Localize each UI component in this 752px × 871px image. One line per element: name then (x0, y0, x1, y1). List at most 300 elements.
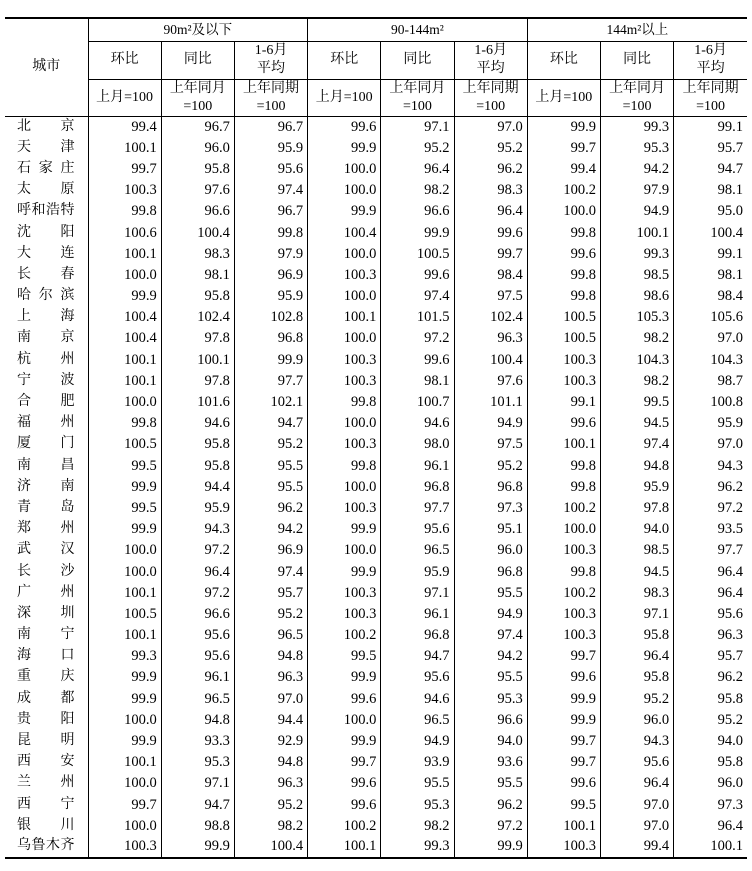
index-value-cell: 94.9 (600, 201, 673, 222)
index-value-cell: 96.4 (674, 582, 747, 603)
index-value-cell: 96.2 (454, 158, 527, 179)
index-value-cell: 95.8 (674, 688, 747, 709)
index-value-cell: 94.7 (381, 646, 454, 667)
index-value-cell: 101.6 (161, 391, 234, 412)
index-value-cell: 97.9 (234, 243, 307, 264)
table-row (5, 709, 747, 730)
index-value-cell: 100.4 (308, 222, 381, 243)
group-header-medium: 90-144m² (308, 18, 528, 41)
index-value-cell: 99.3 (88, 646, 161, 667)
index-value-cell: 96.4 (454, 201, 527, 222)
index-value-cell: 99.1 (527, 391, 600, 412)
index-value-cell: 94.5 (600, 561, 673, 582)
index-value-cell: 97.4 (381, 286, 454, 307)
city-name-cell: 南昌 (17, 457, 75, 473)
index-value-cell: 95.2 (600, 688, 673, 709)
index-value-cell: 97.1 (600, 603, 673, 624)
index-value-cell: 100.4 (234, 836, 307, 857)
base-same-month-last-year: 上年同月 =100 (600, 79, 673, 116)
index-value-cell: 97.0 (234, 688, 307, 709)
index-value-cell: 94.2 (600, 158, 673, 179)
index-value-cell: 95.6 (234, 158, 307, 179)
index-value-cell: 97.7 (674, 540, 747, 561)
index-value-cell: 97.8 (161, 328, 234, 349)
index-value-cell: 100.1 (88, 349, 161, 370)
index-value-cell: 100.6 (88, 222, 161, 243)
index-value-cell: 95.2 (234, 434, 307, 455)
index-value-cell: 94.4 (161, 476, 234, 497)
index-value-cell: 99.8 (527, 222, 600, 243)
index-value-cell: 100.1 (600, 222, 673, 243)
index-value-cell: 100.5 (527, 328, 600, 349)
index-value-cell: 99.5 (88, 497, 161, 518)
index-value-cell: 97.0 (674, 328, 747, 349)
index-value-cell: 100.8 (674, 391, 747, 412)
index-value-cell: 94.5 (600, 413, 673, 434)
table-row (5, 561, 747, 582)
index-value-cell: 100.5 (88, 603, 161, 624)
index-value-cell: 99.9 (308, 667, 381, 688)
index-value-cell: 100.1 (308, 307, 381, 328)
index-value-cell: 99.9 (454, 836, 527, 857)
index-value-cell: 95.7 (674, 137, 747, 158)
index-value-cell: 98.4 (454, 264, 527, 285)
index-value-cell: 94.9 (381, 730, 454, 751)
index-value-cell: 94.8 (600, 455, 673, 476)
index-value-cell: 99.6 (527, 773, 600, 794)
index-value-cell: 97.2 (161, 540, 234, 561)
city-name-cell: 长春 (17, 266, 75, 282)
index-value-cell: 94.8 (234, 646, 307, 667)
index-value-cell: 99.3 (600, 116, 673, 137)
index-value-cell: 97.5 (454, 286, 527, 307)
index-value-cell: 102.4 (454, 307, 527, 328)
index-value-cell: 92.9 (234, 730, 307, 751)
table-row (5, 180, 747, 201)
index-value-cell: 95.6 (161, 625, 234, 646)
table-row (5, 667, 747, 688)
index-value-cell: 95.5 (454, 773, 527, 794)
index-value-cell: 95.0 (674, 201, 747, 222)
table-row (5, 222, 747, 243)
index-value-cell: 98.3 (600, 582, 673, 603)
index-value-cell: 94.7 (161, 794, 234, 815)
index-value-cell: 95.3 (161, 752, 234, 773)
subheader-yoy: 同比 (381, 41, 454, 79)
index-value-cell: 95.5 (454, 667, 527, 688)
group-header-large: 144m²以上 (527, 18, 747, 41)
index-value-cell: 96.4 (674, 561, 747, 582)
index-value-cell: 100.1 (308, 836, 381, 857)
table-row (5, 201, 747, 222)
index-value-cell: 99.8 (88, 201, 161, 222)
index-value-cell: 95.7 (674, 646, 747, 667)
index-value-cell: 96.2 (674, 667, 747, 688)
index-value-cell: 94.9 (454, 413, 527, 434)
index-value-cell: 95.2 (454, 455, 527, 476)
index-value-cell: 95.9 (381, 561, 454, 582)
index-value-cell: 95.5 (234, 455, 307, 476)
table-row (5, 836, 747, 857)
index-value-cell: 96.0 (454, 540, 527, 561)
index-value-cell: 99.4 (600, 836, 673, 857)
index-value-cell: 96.3 (234, 773, 307, 794)
index-value-cell: 105.6 (674, 307, 747, 328)
index-value-cell: 100.3 (308, 603, 381, 624)
index-value-cell: 99.7 (308, 752, 381, 773)
index-value-cell: 100.3 (527, 370, 600, 391)
index-value-cell: 102.8 (234, 307, 307, 328)
index-value-cell: 99.6 (527, 667, 600, 688)
city-name-cell: 兰州 (17, 775, 75, 791)
index-value-cell: 95.8 (674, 752, 747, 773)
city-column-header: 城市 (5, 18, 88, 116)
index-value-cell: 98.3 (161, 243, 234, 264)
index-value-cell: 100.1 (674, 836, 747, 857)
index-value-cell: 95.6 (600, 752, 673, 773)
index-value-cell: 95.8 (161, 455, 234, 476)
index-value-cell: 99.9 (88, 730, 161, 751)
index-value-cell: 99.6 (308, 116, 381, 137)
index-value-cell: 95.3 (381, 794, 454, 815)
index-value-cell: 96.7 (234, 201, 307, 222)
city-name-cell: 合肥 (17, 394, 75, 410)
index-value-cell: 99.5 (308, 646, 381, 667)
index-value-cell: 97.4 (600, 434, 673, 455)
index-value-cell: 99.7 (454, 243, 527, 264)
table-row (5, 370, 747, 391)
index-value-cell: 96.4 (381, 158, 454, 179)
index-value-cell: 95.1 (454, 519, 527, 540)
subheader-ytd-avg: 1-6月 平均 (454, 41, 527, 79)
index-value-cell: 94.6 (381, 688, 454, 709)
index-value-cell: 99.8 (527, 264, 600, 285)
index-value-cell: 100.0 (308, 180, 381, 201)
index-value-cell: 97.4 (454, 625, 527, 646)
index-value-cell: 99.6 (527, 413, 600, 434)
index-value-cell: 97.4 (234, 180, 307, 201)
index-value-cell: 94.8 (161, 709, 234, 730)
index-value-cell: 96.7 (234, 116, 307, 137)
index-value-cell: 98.2 (600, 328, 673, 349)
index-value-cell: 94.7 (674, 158, 747, 179)
index-value-cell: 96.2 (454, 794, 527, 815)
index-value-cell: 97.7 (234, 370, 307, 391)
index-value-cell: 100.1 (88, 370, 161, 391)
index-value-cell: 94.3 (161, 519, 234, 540)
index-value-cell: 99.9 (88, 286, 161, 307)
index-value-cell: 96.9 (234, 264, 307, 285)
index-value-cell: 97.7 (381, 497, 454, 518)
base-prev-month: 上月=100 (88, 79, 161, 116)
index-value-cell: 96.2 (674, 476, 747, 497)
group-header-small: 90m²及以下 (88, 18, 308, 41)
index-value-cell: 100.0 (88, 264, 161, 285)
index-value-cell: 96.3 (234, 667, 307, 688)
index-value-cell: 95.6 (674, 603, 747, 624)
table-row (5, 794, 747, 815)
index-value-cell: 99.7 (88, 794, 161, 815)
index-value-cell: 95.5 (454, 582, 527, 603)
index-value-cell: 99.6 (527, 243, 600, 264)
index-value-cell: 96.8 (381, 476, 454, 497)
index-value-cell: 99.9 (308, 730, 381, 751)
table-row (5, 455, 747, 476)
index-value-cell: 100.4 (454, 349, 527, 370)
table-row (5, 116, 747, 137)
index-value-cell: 100.0 (88, 540, 161, 561)
city-name-cell: 天津 (17, 139, 75, 155)
table-header (5, 18, 747, 116)
index-value-cell: 95.3 (600, 137, 673, 158)
index-value-cell: 96.4 (600, 773, 673, 794)
index-value-cell: 97.5 (454, 434, 527, 455)
header-row-measures (5, 41, 747, 79)
index-value-cell: 97.4 (234, 561, 307, 582)
index-value-cell: 96.6 (454, 709, 527, 730)
index-value-cell: 100.2 (308, 625, 381, 646)
table-row (5, 497, 747, 518)
index-value-cell: 96.4 (674, 815, 747, 836)
index-value-cell: 100.0 (88, 709, 161, 730)
subheader-mom: 环比 (88, 41, 161, 79)
index-value-cell: 97.8 (600, 497, 673, 518)
index-value-cell: 100.3 (88, 836, 161, 857)
index-value-cell: 100.4 (674, 222, 747, 243)
index-value-cell: 95.9 (234, 286, 307, 307)
price-index-table (5, 17, 747, 859)
index-value-cell: 98.2 (381, 180, 454, 201)
index-value-cell: 100.7 (381, 391, 454, 412)
index-value-cell: 96.5 (234, 625, 307, 646)
index-value-cell: 104.3 (600, 349, 673, 370)
index-value-cell: 102.4 (161, 307, 234, 328)
index-value-cell: 100.0 (527, 519, 600, 540)
index-value-cell: 94.8 (234, 752, 307, 773)
index-value-cell: 95.7 (234, 582, 307, 603)
index-value-cell: 100.3 (527, 540, 600, 561)
index-value-cell: 98.8 (161, 815, 234, 836)
index-value-cell: 95.9 (674, 413, 747, 434)
base-same-month-last-year: 上年同月 =100 (161, 79, 234, 116)
index-value-cell: 100.3 (527, 349, 600, 370)
index-value-cell: 101.5 (381, 307, 454, 328)
index-value-cell: 100.1 (88, 137, 161, 158)
index-value-cell: 96.8 (381, 625, 454, 646)
subheader-yoy: 同比 (600, 41, 673, 79)
table-row (5, 625, 747, 646)
base-prev-month: 上月=100 (308, 79, 381, 116)
index-value-cell: 99.1 (674, 243, 747, 264)
index-value-cell: 100.1 (527, 815, 600, 836)
city-name-cell: 昆明 (17, 733, 75, 749)
index-value-cell: 97.3 (454, 497, 527, 518)
index-value-cell: 94.4 (234, 709, 307, 730)
index-value-cell: 98.1 (674, 180, 747, 201)
index-value-cell: 100.0 (308, 286, 381, 307)
table-row (5, 730, 747, 751)
index-value-cell: 96.4 (161, 561, 234, 582)
index-value-cell: 100.1 (88, 625, 161, 646)
index-value-cell: 99.3 (600, 243, 673, 264)
city-name-cell: 武汉 (17, 542, 75, 558)
index-value-cell: 100.0 (308, 243, 381, 264)
index-value-cell: 100.3 (308, 582, 381, 603)
index-value-cell: 99.5 (527, 794, 600, 815)
index-value-cell: 97.1 (161, 773, 234, 794)
index-value-cell: 100.0 (88, 561, 161, 582)
index-value-cell: 98.0 (381, 434, 454, 455)
index-value-cell: 96.6 (161, 603, 234, 624)
index-value-cell: 99.8 (308, 455, 381, 476)
subheader-mom: 环比 (308, 41, 381, 79)
city-name-cell: 深圳 (17, 605, 75, 621)
index-value-cell: 99.5 (600, 391, 673, 412)
index-value-cell: 104.3 (674, 349, 747, 370)
table-row (5, 264, 747, 285)
index-value-cell: 96.1 (381, 455, 454, 476)
index-value-cell: 99.9 (527, 688, 600, 709)
index-value-cell: 94.3 (600, 730, 673, 751)
index-value-cell: 99.9 (308, 519, 381, 540)
index-value-cell: 96.1 (161, 667, 234, 688)
index-value-cell: 99.6 (381, 264, 454, 285)
index-value-cell: 100.1 (527, 434, 600, 455)
index-value-cell: 99.7 (527, 752, 600, 773)
index-value-cell: 100.3 (308, 370, 381, 391)
index-value-cell: 95.3 (454, 688, 527, 709)
index-value-cell: 99.8 (527, 561, 600, 582)
index-value-cell: 98.1 (161, 264, 234, 285)
subheader-ytd-avg: 1-6月 平均 (234, 41, 307, 79)
city-name-cell: 上海 (17, 309, 75, 325)
index-value-cell: 97.8 (161, 370, 234, 391)
city-name-cell: 青岛 (17, 499, 75, 515)
city-name-cell: 太原 (17, 182, 75, 198)
table-row (5, 815, 747, 836)
city-name-cell: 南京 (17, 330, 75, 346)
city-name-cell: 西宁 (17, 796, 75, 812)
index-value-cell: 98.1 (381, 370, 454, 391)
index-value-cell: 99.7 (527, 137, 600, 158)
index-value-cell: 98.2 (234, 815, 307, 836)
index-value-cell: 98.3 (454, 180, 527, 201)
index-value-cell: 102.1 (234, 391, 307, 412)
index-value-cell: 93.3 (161, 730, 234, 751)
index-value-cell: 100.0 (308, 328, 381, 349)
index-value-cell: 100.3 (527, 625, 600, 646)
table-row (5, 752, 747, 773)
table-row (5, 243, 747, 264)
index-value-cell: 95.2 (234, 603, 307, 624)
index-value-cell: 97.0 (600, 794, 673, 815)
index-value-cell: 94.0 (454, 730, 527, 751)
index-value-cell: 100.4 (88, 328, 161, 349)
index-value-cell: 95.5 (234, 476, 307, 497)
index-value-cell: 100.3 (88, 180, 161, 201)
subheader-mom: 环比 (527, 41, 600, 79)
index-value-cell: 95.8 (161, 434, 234, 455)
city-name-cell: 宁波 (17, 372, 75, 388)
index-value-cell: 93.9 (381, 752, 454, 773)
table-row (5, 328, 747, 349)
city-name-cell: 厦门 (17, 436, 75, 452)
index-value-cell: 99.9 (308, 201, 381, 222)
table-row (5, 158, 747, 179)
index-value-cell: 95.8 (161, 286, 234, 307)
index-value-cell: 97.2 (381, 328, 454, 349)
index-value-cell: 100.3 (308, 349, 381, 370)
index-value-cell: 94.0 (674, 730, 747, 751)
index-value-cell: 100.5 (527, 307, 600, 328)
index-value-cell: 100.1 (161, 349, 234, 370)
index-value-cell: 95.8 (600, 667, 673, 688)
table-row (5, 286, 747, 307)
table-row (5, 391, 747, 412)
subheader-yoy: 同比 (161, 41, 234, 79)
index-value-cell: 96.5 (381, 709, 454, 730)
table-body (5, 116, 747, 858)
base-same-month-last-year: 上年同月 =100 (381, 79, 454, 116)
index-value-cell: 97.0 (454, 116, 527, 137)
index-value-cell: 95.6 (381, 519, 454, 540)
index-value-cell: 94.2 (454, 646, 527, 667)
index-value-cell: 100.5 (381, 243, 454, 264)
index-value-cell: 98.5 (600, 540, 673, 561)
city-name-cell: 福州 (17, 415, 75, 431)
index-value-cell: 98.6 (600, 286, 673, 307)
index-value-cell: 95.8 (161, 158, 234, 179)
index-value-cell: 98.1 (674, 264, 747, 285)
index-value-cell: 100.0 (308, 709, 381, 730)
index-value-cell: 95.5 (381, 773, 454, 794)
city-name-cell: 乌鲁木齐 (17, 838, 75, 854)
index-value-cell: 96.8 (234, 328, 307, 349)
index-value-cell: 100.4 (161, 222, 234, 243)
index-value-cell: 97.9 (600, 180, 673, 201)
index-value-cell: 96.9 (234, 540, 307, 561)
index-value-cell: 99.9 (88, 519, 161, 540)
index-value-cell: 98.2 (600, 370, 673, 391)
index-value-cell: 100.1 (88, 752, 161, 773)
index-value-cell: 100.2 (527, 582, 600, 603)
index-value-cell: 100.0 (88, 391, 161, 412)
index-value-cell: 99.9 (381, 222, 454, 243)
index-value-cell: 97.2 (454, 815, 527, 836)
table-row (5, 582, 747, 603)
table-row (5, 307, 747, 328)
index-value-cell: 95.6 (161, 646, 234, 667)
index-value-cell: 99.8 (527, 286, 600, 307)
city-name-cell: 长沙 (17, 563, 75, 579)
table-row (5, 519, 747, 540)
index-value-cell: 96.0 (600, 709, 673, 730)
index-value-cell: 100.2 (527, 497, 600, 518)
city-name-cell: 呼和浩特 (17, 203, 75, 219)
index-value-cell: 96.1 (381, 603, 454, 624)
city-name-cell: 海口 (17, 648, 75, 664)
table-row (5, 476, 747, 497)
index-value-cell: 98.7 (674, 370, 747, 391)
index-value-cell: 101.1 (454, 391, 527, 412)
index-value-cell: 99.1 (674, 116, 747, 137)
index-value-cell: 99.9 (234, 349, 307, 370)
index-value-cell: 96.8 (454, 476, 527, 497)
index-value-cell: 100.3 (527, 836, 600, 857)
index-value-cell: 97.1 (381, 116, 454, 137)
index-value-cell: 96.6 (381, 201, 454, 222)
index-value-cell: 99.4 (88, 116, 161, 137)
